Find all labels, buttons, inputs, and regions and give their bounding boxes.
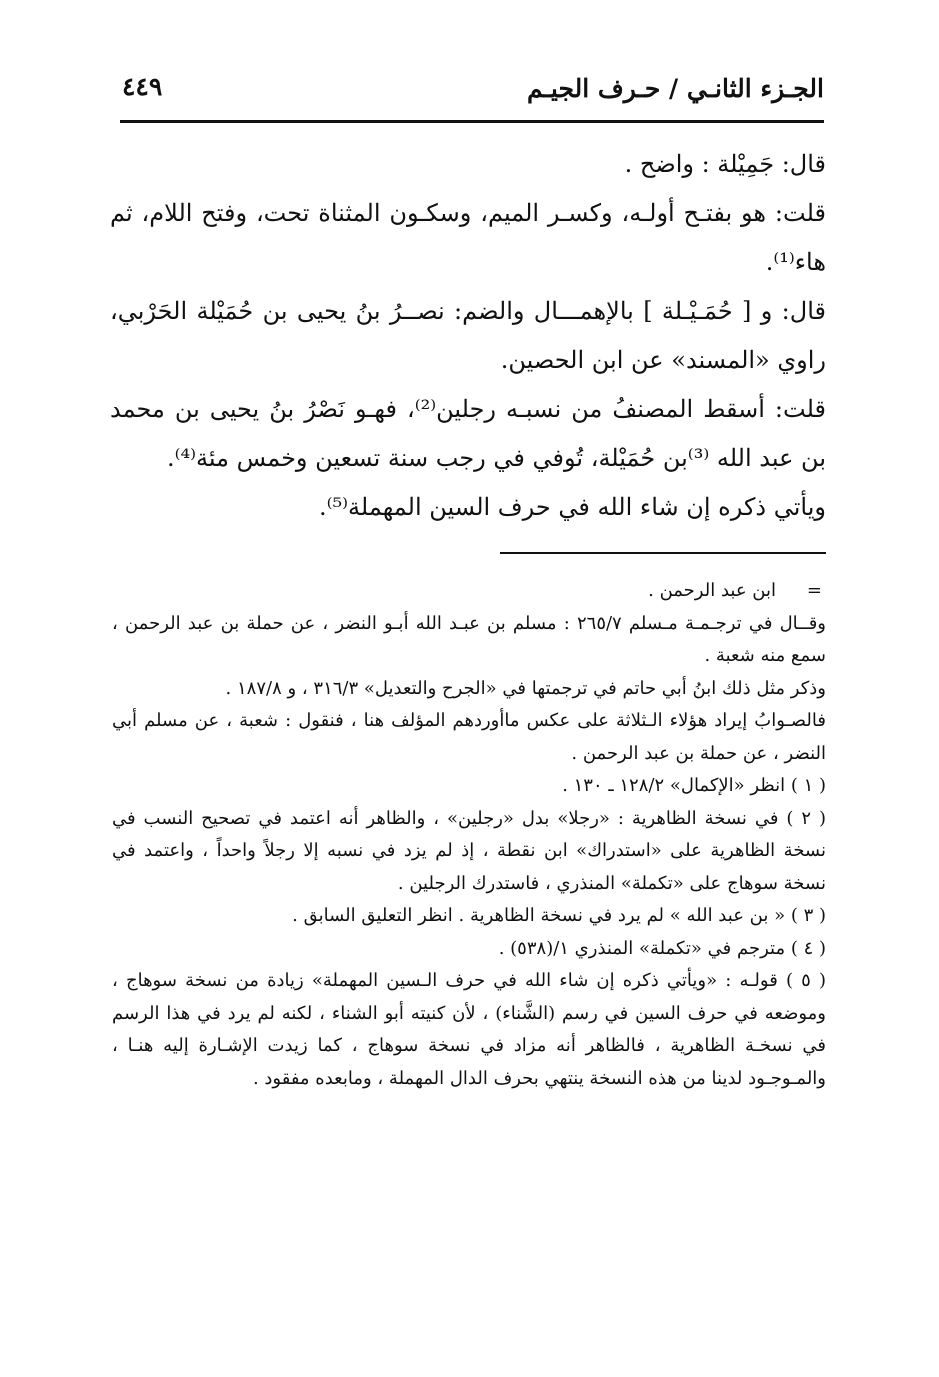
footnote-paragraph: فالصـوابُ إيراد هؤلاء الـثلاثة على عكس ماأوردهم المؤلف هنا ، فنقول : شعبة ، عن مسلم أبي النضر ، عن حملة بن عبد الرحمن . <box>112 710 826 764</box>
main-text <box>110 140 826 532</box>
main-paragraph: قال: و [ حُمَـيْـلة ] بالإهمـــال والضم: نصــرُ بنُ يحيى بن حُمَيْلة الحَرْبي، راوي «المسند» عن ابن الحصين. <box>110 297 826 374</box>
footnote-continuation <box>112 575 826 608</box>
main-paragraph: قلت: هو بفتـح أولـه، وكسـر الميم، وسكـون المثناة تحت، وفتح اللام، ثم هاء⁽¹⁾. <box>110 199 826 276</box>
header-rule <box>120 120 824 123</box>
page-number: ٤٤٩ <box>122 72 163 101</box>
continuation-mark: = <box>806 580 822 601</box>
main-paragraph: قال: جَمِيْلة : واضح . <box>624 150 826 178</box>
footnote-separator <box>500 552 826 554</box>
running-title: الجـزء الثانـي / حـرف الجيـم <box>526 74 824 103</box>
footnote-3: ( ٣ ) « بن عبد الله » لم يرد في نسخة الظاهرية . انظر التعليق السابق . <box>292 905 826 926</box>
footnote-5: ( ٥ ) قولـه : «ويأتي ذكره إن شاء الله في حرف الـسين المهملة» زيادة من نسخة سوهاج ، وموضعه في حرف السين في رسم (الشَّناء) ، لأن كنيته أبو الشناء ، لكنه لم يرد في هذا الرسم في نسخـة الظاهرية ، فالظاهر أنه مزاد في نسخة سوهاج ، كما زيدت الإشـارة إليه هنـا ، والمـوجـود لدينا من هذه النسخة ينتهي بحرف الدال المهملة ، ومابعده مفقود . <box>112 970 827 1089</box>
main-paragraph: ويأتي ذكره إن شاء الله في حرف السين المهملة⁽⁵⁾. <box>318 493 826 521</box>
footnotes <box>112 575 826 1095</box>
footnote-2: ( ٢ ) في نسخة الظاهرية : «رجلا» بدل «رجلين» ، والظاهر أنه اعتمد في تصحيح النسب في نسخة الظاهرية على «استدراك» ابن نقطة ، إذ لم يزد في نسبه إلا رجلاً واحداً ، واعتمد في نسخة سوهاج على «تكملة» المنذري ، فاستدرك الرجلين . <box>112 807 826 894</box>
page-header <box>118 68 824 120</box>
footnote-text: ابن عبد الرحمن . <box>648 580 776 601</box>
footnote-paragraph: وذكر مثل ذلك ابنُ أبي حاتم في ترجمتها في «الجرح والتعديل» ٣١٦/٣ ، و ١٨٧/٨ . <box>225 677 826 699</box>
footnote-4: ( ٤ ) مترجم في «تكملة» المنذري ١/(٥٣٨) . <box>498 937 826 959</box>
main-paragraph: قلت: أسقط المصنفُ من نسبـه رجلين⁽²⁾، فهـو نَصْرُ بنُ يحيى بن محمد بن عبد الله ⁽³⁾بن حُمَيْلة، تُوفي في رجب سنة تسعين وخمس مئة⁽⁴⁾. <box>110 395 826 472</box>
footnote-paragraph: وقــال في ترجـمـة مـسلم ٢٦٥/٧ : مسلم بن عبـد الله أبـو النضر ، عن حملة بن عبد الرحمن ، سمع منه شعبة . <box>112 612 826 666</box>
footnote-1: ( ١ ) انظر «الإكمال» ١٢٨/٢ ـ ١٣٠ . <box>562 775 826 796</box>
